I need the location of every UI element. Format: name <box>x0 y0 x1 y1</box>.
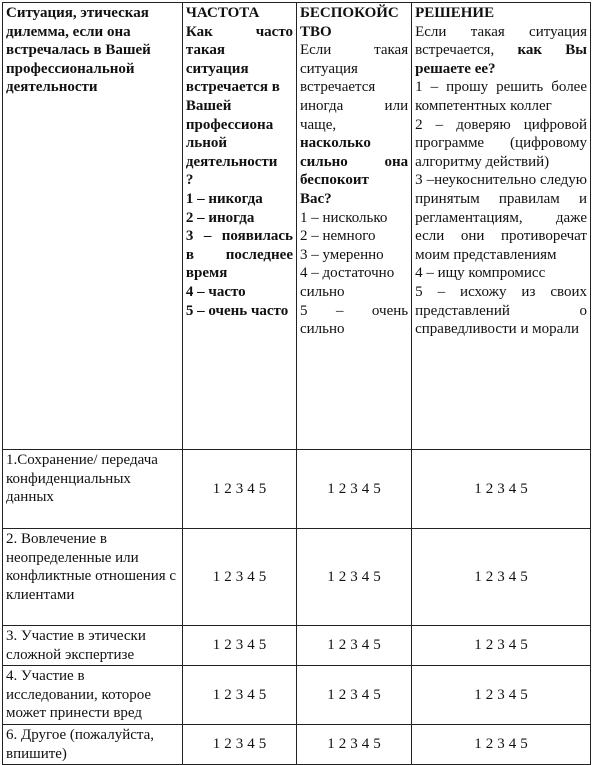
decision-scale[interactable]: 1 2 3 4 5 <box>412 666 591 725</box>
worry-title: БЕСПОКОЙС ТВО <box>299 5 399 40</box>
frequency-scale[interactable]: 1 2 3 4 5 <box>182 626 296 666</box>
worry-question: насколько сильно она беспокоит Вас? <box>299 135 409 207</box>
table-row <box>3 725 591 765</box>
situation-header: Ситуация, этическая дилемма, если она встречалась в Вашей профессиональной деятельности <box>3 3 183 450</box>
table-row <box>3 529 591 626</box>
decision-option-5: 5 – исхожу из своих представлений о справедливости и морали <box>415 283 587 338</box>
row-label: 3. Участие в этически сложной экспертизе <box>3 626 183 666</box>
decision-option-2: 2 – доверяю цифровой программе (цифровому алгоритму действий) <box>415 116 587 170</box>
frequency-options: 1 – никогда 2 – иногда 3 – появилась в последнее время 4 – часто 5 – очень часто <box>185 190 293 319</box>
worry-options: 1 – нисколько 2 – немного 3 – умеренно 4 – достаточно сильно 5 – очень сильно <box>299 209 409 338</box>
frequency-scale[interactable]: 1 2 3 4 5 <box>182 450 296 529</box>
decision-option-1: 1 – прошу решить более компетентных коллег <box>415 79 587 114</box>
header-row <box>3 3 591 450</box>
worry-scale[interactable]: 1 2 3 4 5 <box>296 666 411 725</box>
decision-option-3: 3 –неукоснительно следую принятым правилам и регламентациям, даже если они противоречат моим представлениям <box>415 172 587 263</box>
worry-intro: Если такая ситуация встречается иногда или чаще, <box>299 42 409 133</box>
decision-option-4: 4 – ищу компромисс <box>415 265 546 282</box>
frequency-question: Как часто такая ситуация встречается в Вашей профессиона льной деятельности ? <box>185 23 293 189</box>
frequency-title: ЧАСТОТА <box>185 5 260 21</box>
decision-intro: Если такая ситуация встречается, как Вы решаете ее? <box>415 23 588 77</box>
decision-scale[interactable]: 1 2 3 4 5 <box>412 450 591 529</box>
decision-scale[interactable]: 1 2 3 4 5 <box>412 529 591 626</box>
worry-scale[interactable]: 1 2 3 4 5 <box>296 725 411 765</box>
decision-header <box>412 3 591 450</box>
frequency-scale[interactable]: 1 2 3 4 5 <box>182 529 296 626</box>
worry-header <box>296 3 411 450</box>
survey-table <box>2 2 591 765</box>
table-row <box>3 450 591 529</box>
worry-scale[interactable]: 1 2 3 4 5 <box>296 626 411 666</box>
worry-scale[interactable]: 1 2 3 4 5 <box>296 529 411 626</box>
decision-scale[interactable]: 1 2 3 4 5 <box>412 725 591 765</box>
frequency-scale[interactable]: 1 2 3 4 5 <box>182 666 296 725</box>
decision-title: РЕШЕНИЕ <box>415 5 495 21</box>
row-label: 4. Участие в исследовании, которое может принести вред <box>3 666 183 725</box>
decision-scale[interactable]: 1 2 3 4 5 <box>412 626 591 666</box>
row-label: 2. Вовлечение в неопределенные или конфликтные отношения с клиентами <box>3 529 183 626</box>
worry-scale[interactable]: 1 2 3 4 5 <box>296 450 411 529</box>
table-row <box>3 626 591 666</box>
row-label: 1.Сохранение/ передача конфиденциальных данных <box>3 450 183 529</box>
table-row <box>3 666 591 725</box>
frequency-header <box>182 3 296 450</box>
row-label: 6. Другое (пожалуйста, впишите) <box>3 725 183 765</box>
frequency-scale[interactable]: 1 2 3 4 5 <box>182 725 296 765</box>
